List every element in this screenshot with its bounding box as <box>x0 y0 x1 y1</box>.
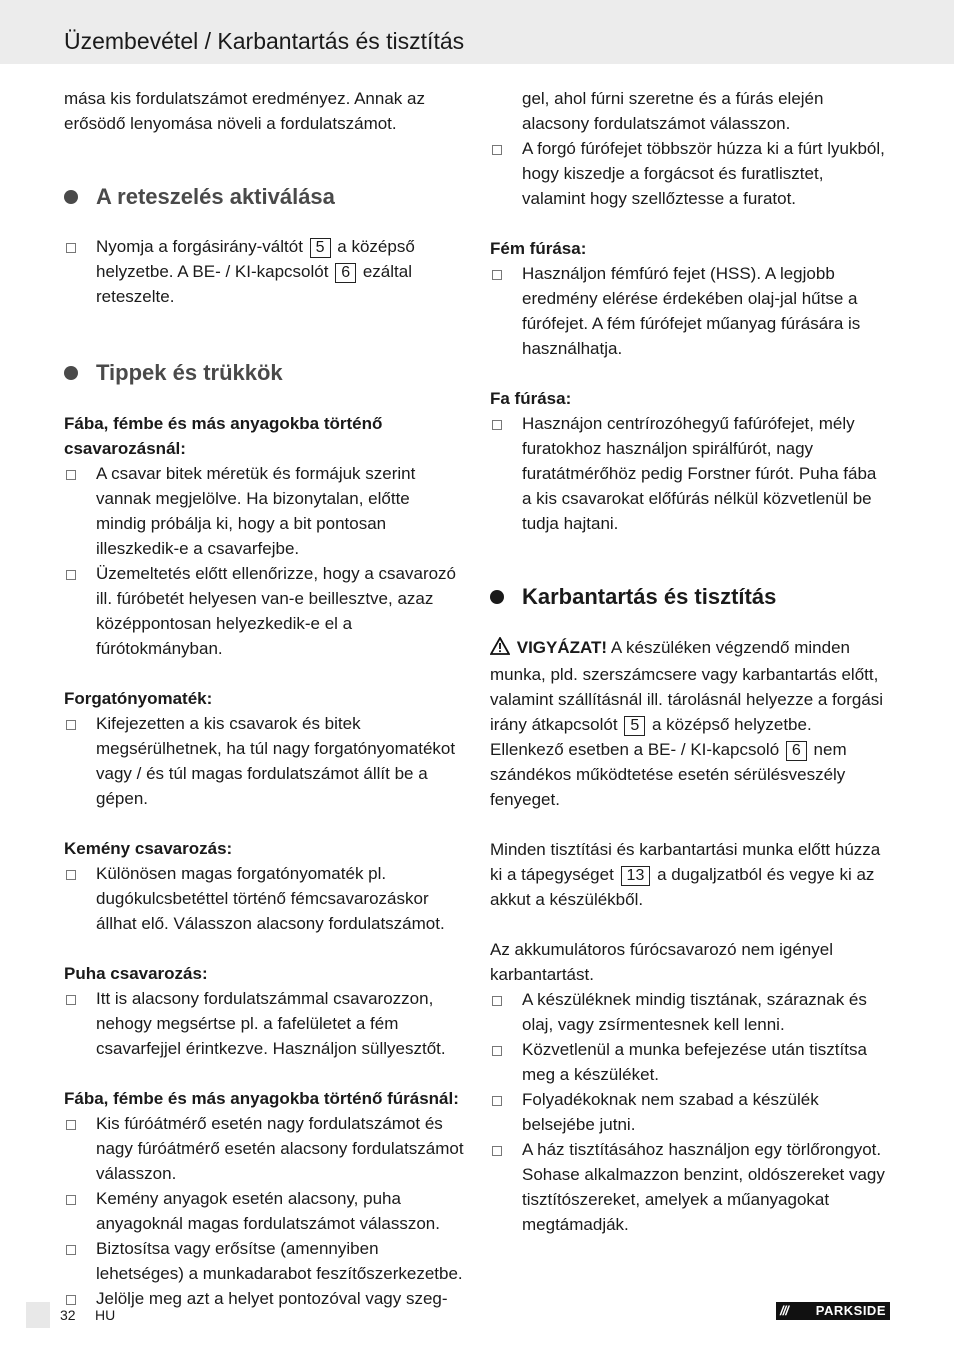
checkbox-bullet-icon <box>492 996 502 1006</box>
list-item: A készüléknek mindig tisztának, száraznak és olaj, vagy zsírmentesnek kell lenni. <box>490 987 890 1037</box>
list-item: Nyomja a forgásirány-váltót 5 a középső helyzetbe. A BE- / KI-kapcsolót 6 ezáltal reteszelte. <box>64 234 464 309</box>
checkbox-bullet-icon <box>66 1195 76 1205</box>
page-marker <box>26 1302 50 1328</box>
unplug-paragraph: Minden tisztítási és karbantartási munka előtt húzza ki a tápegységet 13 a dugaljzatból és vegye ki az akkut a készülékből. <box>490 840 881 909</box>
list-item: Különösen magas forgatónyomaték pl. dugókulcsbetéttel történő fémcsavarozáskor állhat elő. Válasszon alacsony fordulatszámot. <box>64 861 464 936</box>
logo-text: PARKSIDE <box>815 1303 886 1318</box>
heading-bullet-icon <box>64 366 78 380</box>
subheading: Kemény csavarozás: <box>64 839 233 858</box>
continued-list <box>490 136 890 211</box>
tips-list-hard <box>64 861 464 936</box>
list-item: Hasznájon centrírozóhegyű fafúrófejet, mély furatokhoz használjon spirálfúrót, nagy furatátmérőhöz pedig Forstner fúrót. Puha fába a kis csavarokat előfúrás nélkül közvetlenül be tudja hajtani. <box>490 411 890 536</box>
subheading: Forgatónyomaték: <box>64 689 213 708</box>
checkbox-bullet-icon <box>66 995 76 1005</box>
section-heading-locking <box>64 183 464 211</box>
parkside-logo <box>776 1302 890 1320</box>
page-header <box>0 0 954 64</box>
subheading: Puha csavarozás: <box>64 964 208 983</box>
tips-list-torque <box>64 711 464 811</box>
list-item: Kis fúróátmérő esetén nagy fordulatszámot és nagy fúróátmérő esetén alacsony fordulatszámot válasszon. <box>64 1111 464 1186</box>
checkbox-bullet-icon <box>492 1146 502 1156</box>
part-number-badge: 13 <box>621 866 651 886</box>
metal-list <box>490 261 890 361</box>
warning-triangle-icon <box>490 637 512 662</box>
cleaning-list <box>490 987 890 1237</box>
maintenance-free-paragraph: Az akkumulátoros fúrócsavarozó nem igényel karbantartást. <box>490 940 833 984</box>
checkbox-bullet-icon <box>66 570 76 580</box>
checkbox-bullet-icon <box>492 1046 502 1056</box>
section-heading-text: Tippek és trükkök <box>96 360 283 385</box>
list-item: A ház tisztításához használjon egy törlőrongyot. Sohase alkalmazzon benzint, oldószereket vagy tisztítószereket, amelyek a műanyagokat megtámadják. <box>490 1137 890 1237</box>
checkbox-bullet-icon <box>66 1120 76 1130</box>
list-item: Üzemeltetés előtt ellenőrizze, hogy a csavarozó ill. fúróbetét helyesen van-e beillesztve, azaz középpontosan helyezkedik-e el a fúrótokmányban. <box>64 561 464 661</box>
left-column <box>64 86 464 1311</box>
page-number: 32 <box>60 1307 76 1323</box>
page-title: Üzembevétel / Karbantartás és tisztítás <box>64 28 465 54</box>
tips-list-soft <box>64 986 464 1061</box>
checkbox-bullet-icon <box>492 145 502 155</box>
heading-bullet-icon <box>64 190 78 204</box>
language-code: HU <box>95 1307 116 1323</box>
checkbox-bullet-icon <box>66 243 76 253</box>
continued-text: gel, ahol fúrni szeretne és a fúrás elején alacsony fordulatszámot válasszon. <box>522 89 824 133</box>
section-heading-tips <box>64 359 464 387</box>
checkbox-bullet-icon <box>66 720 76 730</box>
section-heading-text: Karbantartás és tisztítás <box>522 584 777 609</box>
tips-list-screwing <box>64 461 464 661</box>
logo-stripes-icon: /// <box>780 1303 788 1318</box>
subheading: Fába, fémbe és más anyagokba történő fúrásnál: <box>64 1089 459 1108</box>
list-item: A forgó fúrófejet többször húzza ki a fúrt lyukból, hogy kiszedje a forgácsot és furatlisztet, valamint hogy szellőztesse a furatot. <box>490 136 890 211</box>
section-heading-maintenance <box>490 583 890 611</box>
subheading: Fába, fémbe és más anyagokba történő csavarozásnál: <box>64 414 383 458</box>
right-column <box>490 86 890 1237</box>
list-item: Itt is alacsony fordulatszámmal csavarozzon, nehogy megsértse pl. a fafelületet a fém csavarfejjel érintkezve. Használjon süllyesztőt. <box>64 986 464 1061</box>
list-item: Kemény anyagok esetén alacsony, puha anyagoknál magas fordulatszámot válasszon. <box>64 1186 464 1236</box>
checkbox-bullet-icon <box>66 470 76 480</box>
section-heading-text: A reteszelés aktiválása <box>96 184 335 209</box>
locking-list <box>64 234 464 309</box>
list-item: Folyadékoknak nem szabad a készülék belsejébe jutni. <box>490 1087 890 1137</box>
checkbox-bullet-icon <box>492 420 502 430</box>
part-number-badge: 6 <box>335 263 356 283</box>
heading-bullet-icon <box>490 590 504 604</box>
part-number-badge: 5 <box>310 238 331 258</box>
part-number-badge: 6 <box>786 741 807 761</box>
list-item: Kifejezetten a kis csavarok és bitek megsérülhetnek, ha túl nagy forgatónyomatékot vagy / és túl magas fordulatszámot állít be a gépen. <box>64 711 464 811</box>
subheading: Fa fúrása: <box>490 389 572 408</box>
list-item: Használjon fémfúró fejet (HSS). A legjobb eredmény elérése érdekében olaj-jal hűtse a fúrófejet. A fém fúrófejet műanyag fúrására is használhatja. <box>490 261 890 361</box>
part-number-badge: 5 <box>624 716 645 736</box>
list-item: Közvetlenül a munka befejezése után tisztítsa meg a készüléket. <box>490 1037 890 1087</box>
checkbox-bullet-icon <box>66 1245 76 1255</box>
intro-text: mása kis fordulatszámot eredményez. Annak az erősödő lenyomása növeli a fordulatszámot. <box>64 89 425 133</box>
checkbox-bullet-icon <box>492 1096 502 1106</box>
checkbox-bullet-icon <box>492 270 502 280</box>
wood-list <box>490 411 890 536</box>
warning-label: VIGYÁZAT! <box>516 638 608 657</box>
list-item: Biztosítsa vagy erősítse (amennyiben lehetséges) a munkadarabot feszítőszerkezetbe. <box>64 1236 464 1286</box>
tips-list-drilling <box>64 1111 464 1311</box>
subheading: Fém fúrása: <box>490 239 587 258</box>
list-item: Jelölje meg azt a helyet pontozóval vagy szeg- <box>64 1286 464 1311</box>
list-item: A csavar bitek méretük és formájuk szerint vannak megjelölve. Ha bizonytalan, előtte mindig próbálja ki, hogy a bit pontosan illeszkedik-e a csavarfejbe. <box>64 461 464 561</box>
page-footer <box>0 1294 954 1334</box>
warning-paragraph: VIGYÁZAT! A készüléken végzendő minden munka, pld. szerszámcsere vagy karbantartás előtt, valamint szállításnál ill. tárolásnál helyezze a forgási irány átkapcsolót 5 a középső helyzetbe. Ellenkező esetben a BE- / KI-kapcsoló 6 nem szándékos működtetése esetén sérülésveszély fenyeget. <box>490 638 884 809</box>
checkbox-bullet-icon <box>66 870 76 880</box>
